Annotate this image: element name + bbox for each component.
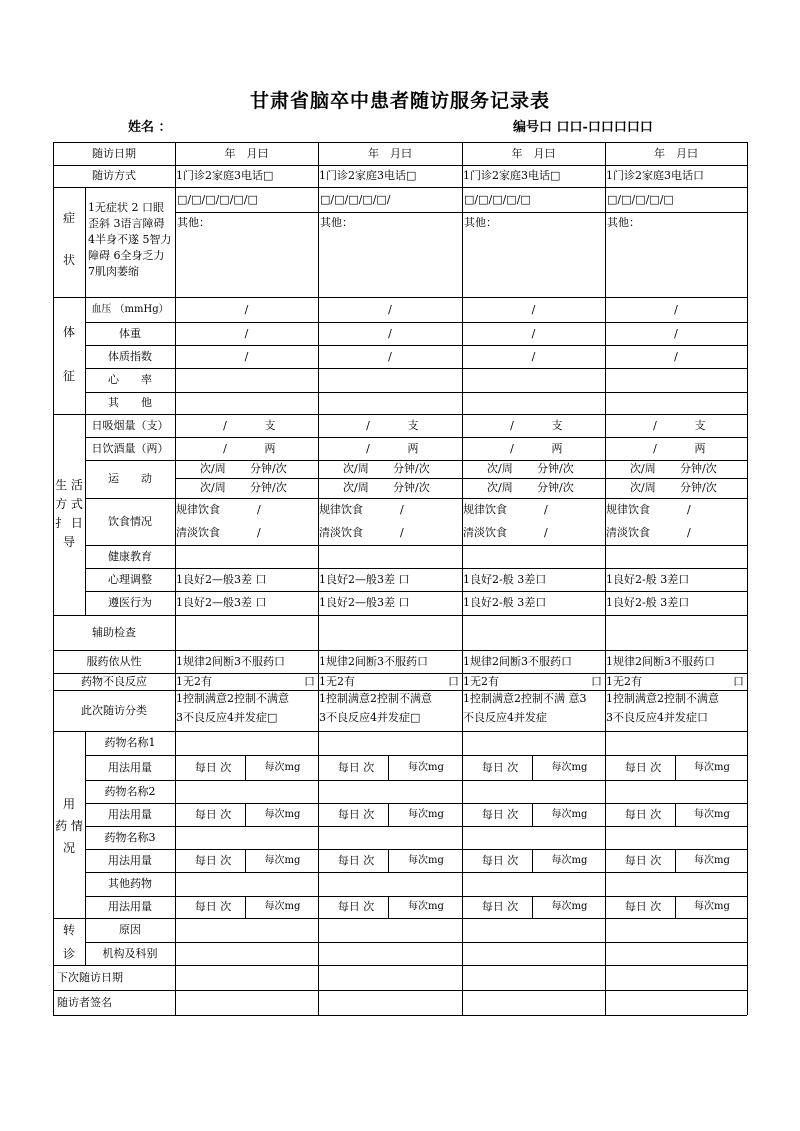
col2-smoke-unit: 支 <box>407 418 419 432</box>
col1-psych: 1良好2—般3差 口 <box>176 572 267 586</box>
col4-bp-slash: / <box>674 302 678 316</box>
col2-adverse-box: 口 <box>448 674 459 688</box>
col3-dose-2: 每次mg <box>551 808 588 820</box>
col3-dose-3: 每次mg <box>551 854 588 866</box>
col4-adverse: 1无2有 <box>606 674 642 688</box>
col2-daily-2: 每日 次 <box>337 807 375 821</box>
rule-line <box>53 615 747 616</box>
col2-exercise-times-2: 次/周 <box>343 481 369 494</box>
col4-diet-regular-slash: / <box>687 502 691 516</box>
col4-visit-method: 1门诊2家庭3电话口 <box>606 169 704 182</box>
col2-dose-4: 每次mg <box>408 901 444 912</box>
col1-drink-unit: 两 <box>264 441 276 455</box>
col3-compliance: 1良好2-般 3差口 <box>463 596 547 609</box>
category-vitals-1: 体 <box>62 325 75 339</box>
col1-smoke-unit: 支 <box>264 418 276 432</box>
category-medication-1: 用 <box>62 797 75 811</box>
col3-bp-slash: / <box>531 302 536 316</box>
row-label-aux-exam: 辅助检查 <box>92 625 136 639</box>
col3-adverse: 1无2有 <box>463 674 499 688</box>
form-title: 甘肃省脑卒中患者随访服务记录表 <box>249 90 550 112</box>
rule-line <box>175 478 747 479</box>
col2-classification-2: 3不良反应4并发症□ <box>319 711 421 724</box>
col1-symptom-boxes: □/□/□/□/□/□ <box>177 192 258 206</box>
col4-diet-light: 清淡饮食 <box>606 526 650 540</box>
col4-bmi-slash: / <box>674 349 678 363</box>
col1-classification-1: 1控制满意2控制不满意 <box>176 692 289 705</box>
rule-line <box>53 165 747 166</box>
rule-line <box>85 803 747 804</box>
col1-visit-date: 年 月曰 <box>224 146 269 160</box>
col1-adherence: 1规律2间断3不服药口 <box>176 654 285 668</box>
category-symptoms-1: 症 <box>62 211 75 225</box>
col2-psych: 1良好2—般3差 口 <box>319 572 410 586</box>
col4-daily-3: 每日 次 <box>624 853 662 867</box>
col3-daily-4: 每日 次 <box>481 900 519 913</box>
col4-classification-1: 1控制满意2控制不满意 <box>606 692 719 705</box>
col3-dose-4: 每次mg <box>551 901 588 912</box>
col3-visit-method: 1门诊2家庭3电话□ <box>463 169 561 182</box>
col2-dose-3: 每次mg <box>408 854 444 866</box>
col4-exercise-mins-2: 分钟/次 <box>680 481 717 494</box>
rule-line <box>747 142 748 1015</box>
col4-visit-date: 年 月曰 <box>654 146 698 160</box>
rule-line <box>175 212 747 213</box>
dose-divider <box>388 803 389 826</box>
col1-dose-2: 每次mg <box>264 808 301 820</box>
col2-drink-unit: 两 <box>407 441 419 455</box>
col4-dose-2: 每次mg <box>694 808 730 820</box>
col2-symptom-boxes: □/□/□/□/□/ <box>320 192 391 206</box>
col4-drink-unit: 两 <box>694 441 706 455</box>
dose-divider <box>532 803 533 826</box>
row-label-drug3: 药物名称3 <box>104 830 156 844</box>
col4-classification-2: 3不良反应4并发症口 <box>606 711 708 724</box>
rule-line <box>85 568 747 569</box>
col2-compliance: 1良好2—般3差 口 <box>319 596 410 609</box>
col4-adherence: 1规律2间断3不服药口 <box>606 654 715 668</box>
col1-adverse: 1无2有 <box>176 674 212 688</box>
row-label-adverse: 药物不良反应 <box>81 674 147 688</box>
row-label-drinking: 日饮酒量（两） <box>91 441 169 455</box>
row-label-usage3: 用法用量 <box>108 853 152 867</box>
col3-drink-unit: 两 <box>551 441 563 455</box>
row-label-drug2: 药物名称2 <box>104 784 156 798</box>
col3-diet-light-slash: / <box>544 526 548 540</box>
row-label-smoking: 日吸烟量（支） <box>91 418 169 432</box>
col2-dose-1: 每次mg <box>408 761 444 773</box>
rule-line <box>85 591 747 592</box>
row-label-usage4: 用法用量 <box>108 900 152 913</box>
dose-divider <box>245 803 246 826</box>
rule-line <box>53 1015 747 1016</box>
rule-line <box>53 187 747 188</box>
category-lifestyle-3: 扌 日 <box>55 516 83 530</box>
col2-daily-1: 每日 次 <box>337 760 375 774</box>
col3-adverse-box: 口 <box>591 674 602 688</box>
rule-line <box>53 690 747 691</box>
dose-divider <box>245 849 246 872</box>
col2-symptom-other: 其他： <box>320 216 353 229</box>
category-symptoms-2: 状 <box>62 253 75 267</box>
col2-diet-light-slash: / <box>400 526 404 540</box>
col1-dose-1: 每次mg <box>264 761 301 773</box>
rule-line <box>85 498 747 499</box>
col3-smoke-slash: / <box>510 418 514 432</box>
col1-compliance: 1良好2—般3差 口 <box>176 596 267 609</box>
rule-line <box>85 826 747 827</box>
col1-daily-1: 每日 次 <box>194 760 232 774</box>
col3-classification-2: 不良反应4并发症 <box>463 711 547 724</box>
rule-line <box>85 755 747 756</box>
dose-divider <box>245 896 246 918</box>
col1-exercise-times-1: 次/周 <box>200 462 226 475</box>
row-label-bmi: 体质指数 <box>108 349 152 363</box>
row-label-signature: 随访者签名 <box>57 995 112 1009</box>
row-label-visit-method: 随访方式 <box>92 169 136 182</box>
category-referral-2: 诊 <box>62 947 75 961</box>
col3-diet-regular-slash: / <box>544 502 548 516</box>
row-label-med-adherence: 服药依从性 <box>86 654 142 668</box>
col3-psych: 1良好2-般 3差口 <box>463 572 547 586</box>
col3-daily-2: 每日 次 <box>481 807 519 821</box>
row-label-other-vitals: 其 他 <box>108 396 152 409</box>
rule-line <box>85 896 747 897</box>
rule-line <box>53 142 747 143</box>
col1-adverse-box: 口 <box>304 674 315 688</box>
rule-line <box>85 322 747 323</box>
col2-weight-slash: / <box>388 326 392 340</box>
dose-divider <box>388 896 389 918</box>
col1-diet-regular-slash: / <box>257 502 261 516</box>
col2-exercise-mins-2: 分钟/次 <box>393 481 430 494</box>
col4-exercise-times-2: 次/周 <box>630 481 656 494</box>
rule-line <box>53 965 747 966</box>
col2-smoke-slash: / <box>366 418 370 432</box>
category-vitals-2: 征 <box>62 369 75 383</box>
dose-divider <box>388 849 389 872</box>
col3-daily-1: 每日 次 <box>481 760 519 774</box>
col2-daily-4: 每日 次 <box>337 900 375 913</box>
category-referral-1: 转 <box>62 923 75 937</box>
col1-drink-slash: / <box>223 441 227 455</box>
col1-bmi-slash: / <box>244 349 249 363</box>
rule-line <box>85 368 747 369</box>
row-label-usage2: 用法用量 <box>108 807 152 821</box>
col4-dose-1: 每次mg <box>694 761 730 773</box>
rule-line <box>85 942 747 943</box>
dose-divider <box>675 849 676 872</box>
dose-divider <box>532 896 533 918</box>
row-label-reason: 原因 <box>119 923 141 936</box>
rule-line <box>85 460 747 461</box>
rule-line <box>85 392 747 393</box>
col1-weight-slash: / <box>244 326 249 340</box>
rule-line <box>53 731 747 732</box>
rule-line <box>53 142 54 1015</box>
col4-daily-1: 每日 次 <box>624 760 662 774</box>
col2-diet-light: 清淡饮食 <box>319 526 363 540</box>
col4-smoke-unit: 支 <box>694 418 706 432</box>
row-label-other-drugs: 其他药物 <box>108 877 152 890</box>
category-medication-2: 药 情 <box>55 819 83 833</box>
col1-daily-3: 每日 次 <box>194 853 232 867</box>
col4-exercise-times-1: 次/周 <box>630 462 656 475</box>
col1-daily-2: 每日 次 <box>194 807 232 821</box>
col2-classification-1: 1控制满意2控制不满意 <box>319 692 432 705</box>
dose-divider <box>675 896 676 918</box>
col3-diet-regular: 规律饮食 <box>463 502 507 516</box>
col4-psych: 1良好2-般 3差口 <box>606 572 690 586</box>
col3-adherence: 1规律2间断3不服药口 <box>463 654 572 668</box>
row-label-drug1: 药物名称1 <box>104 736 156 749</box>
col1-visit-method: 1门诊2家庭3电话□ <box>176 169 274 182</box>
dose-divider <box>388 755 389 780</box>
row-label-compliance: 遵医行为 <box>108 596 152 609</box>
col3-classification-1: 1控制满意2控制不满 意3 <box>463 692 587 705</box>
col2-adherence: 1规律2间断3不服药口 <box>319 654 428 668</box>
col2-exercise-mins-1: 分钟/次 <box>393 462 430 475</box>
col3-dose-1: 每次mg <box>551 761 588 773</box>
row-label-heart-rate: 心 率 <box>108 373 152 386</box>
col3-bmi-slash: / <box>531 349 536 363</box>
row-label-classification: 此次随访分类 <box>81 703 147 717</box>
col4-compliance: 1良好2-般 3差口 <box>606 596 690 609</box>
col4-smoke-slash: / <box>653 418 657 432</box>
col3-drink-slash: / <box>510 441 514 455</box>
col4-diet-light-slash: / <box>687 526 691 540</box>
col4-symptom-other: 其他： <box>607 216 640 229</box>
col4-daily-4: 每日 次 <box>624 900 662 913</box>
col2-diet-regular: 规律饮食 <box>319 502 363 516</box>
col1-exercise-times-2: 次/周 <box>200 481 226 494</box>
dose-divider <box>532 755 533 780</box>
category-medication-3: 况 <box>62 841 75 855</box>
row-label-health-edu: 健康教育 <box>108 549 152 563</box>
row-label-exercise: 运 动 <box>108 472 152 485</box>
col4-symptom-boxes: □/□/□/□/□ <box>607 192 674 206</box>
col3-exercise-times-2: 次/周 <box>487 481 513 494</box>
col1-bp-slash: / <box>244 302 249 316</box>
rule-line <box>53 918 747 919</box>
rule-line <box>85 345 747 346</box>
col1-exercise-mins-1: 分钟/次 <box>250 462 287 475</box>
col2-dose-2: 每次mg <box>408 808 444 820</box>
col2-exercise-times-1: 次/周 <box>343 462 369 475</box>
dose-divider <box>245 755 246 780</box>
col3-weight-slash: / <box>531 326 536 340</box>
col1-exercise-mins-2: 分钟/次 <box>250 481 287 494</box>
col4-adverse-box: 口 <box>733 674 744 688</box>
rule-line <box>85 872 747 873</box>
col3-exercise-mins-1: 分钟/次 <box>537 462 574 475</box>
row-label-institution: 机构及科别 <box>102 946 158 960</box>
col1-diet-light-slash: / <box>257 526 261 540</box>
category-lifestyle-1: 生 活 <box>55 478 83 492</box>
col3-exercise-times-1: 次/周 <box>487 462 513 475</box>
row-label-usage1: 用法用量 <box>108 760 152 774</box>
row-label-psych: 心理调整 <box>108 572 152 586</box>
rule-line <box>53 414 747 415</box>
col2-bmi-slash: / <box>388 349 392 363</box>
row-label-next-date: 下次随访日期 <box>57 970 123 984</box>
col1-symptom-other: 其他： <box>177 216 210 229</box>
col3-daily-3: 每日 次 <box>481 853 519 867</box>
row-label-diet: 饮食情况 <box>108 514 152 528</box>
col2-visit-method: 1门诊2家庭3电话□ <box>319 169 417 182</box>
rule-line <box>85 849 747 850</box>
col2-bp-slash: / <box>388 302 392 316</box>
col4-daily-2: 每日 次 <box>624 807 662 821</box>
col1-smoke-slash: / <box>223 418 227 432</box>
category-lifestyle-4: 导 <box>62 535 75 549</box>
number-label: 编号口 口口-口口口口口 <box>513 120 653 135</box>
rule-line <box>85 780 747 781</box>
col1-daily-4: 每日 次 <box>194 900 232 913</box>
col4-dose-3: 每次mg <box>694 854 730 866</box>
row-label-visit-date: 随访日期 <box>92 146 136 160</box>
col2-daily-3: 每日 次 <box>337 853 375 867</box>
row-label-bp: 血压 （mmHg） <box>91 303 169 315</box>
col3-symptom-boxes: □/□/□/□/□ <box>464 192 531 206</box>
col1-diet-light: 清淡饮食 <box>176 526 220 540</box>
rule-line <box>53 990 747 991</box>
col3-smoke-unit: 支 <box>551 418 563 432</box>
rule-line <box>85 545 747 546</box>
col1-dose-4: 每次mg <box>264 901 301 912</box>
col3-diet-light: 清淡饮食 <box>463 526 507 540</box>
name-label: 姓名 ： <box>128 120 172 135</box>
col2-adverse: 1无2有 <box>319 674 355 688</box>
rule-line <box>53 297 747 298</box>
rule-line <box>85 437 747 438</box>
dose-divider <box>532 849 533 872</box>
col2-visit-date: 年 月曰 <box>368 146 412 160</box>
dose-divider <box>675 803 676 826</box>
col2-drink-slash: / <box>366 441 370 455</box>
col1-diet-regular: 规律饮食 <box>176 502 220 516</box>
col4-exercise-mins-1: 分钟/次 <box>680 462 717 475</box>
col1-classification-2: 3不良反应4并发症□ <box>176 711 278 724</box>
col3-exercise-mins-2: 分钟/次 <box>537 481 574 494</box>
dose-divider <box>675 755 676 780</box>
col1-dose-3: 每次mg <box>264 854 301 866</box>
col4-diet-regular: 规律饮食 <box>606 502 650 516</box>
symptom-list: 1无症状 2 口眼歪斜 3语言障碍 4半身不遂 5智力障碍 6全身乏力 7肌肉萎缩 <box>88 201 172 278</box>
col4-drink-slash: / <box>653 441 657 455</box>
col3-visit-date: 年 月曰 <box>511 146 556 160</box>
col4-weight-slash: / <box>674 326 678 340</box>
category-lifestyle-2: 方 式 <box>55 497 83 511</box>
col2-diet-regular-slash: / <box>400 502 404 516</box>
row-label-weight: 体重 <box>119 326 141 340</box>
rule-line <box>53 650 747 651</box>
col4-dose-4: 每次mg <box>694 901 730 912</box>
col3-symptom-other: 其他： <box>464 216 497 229</box>
